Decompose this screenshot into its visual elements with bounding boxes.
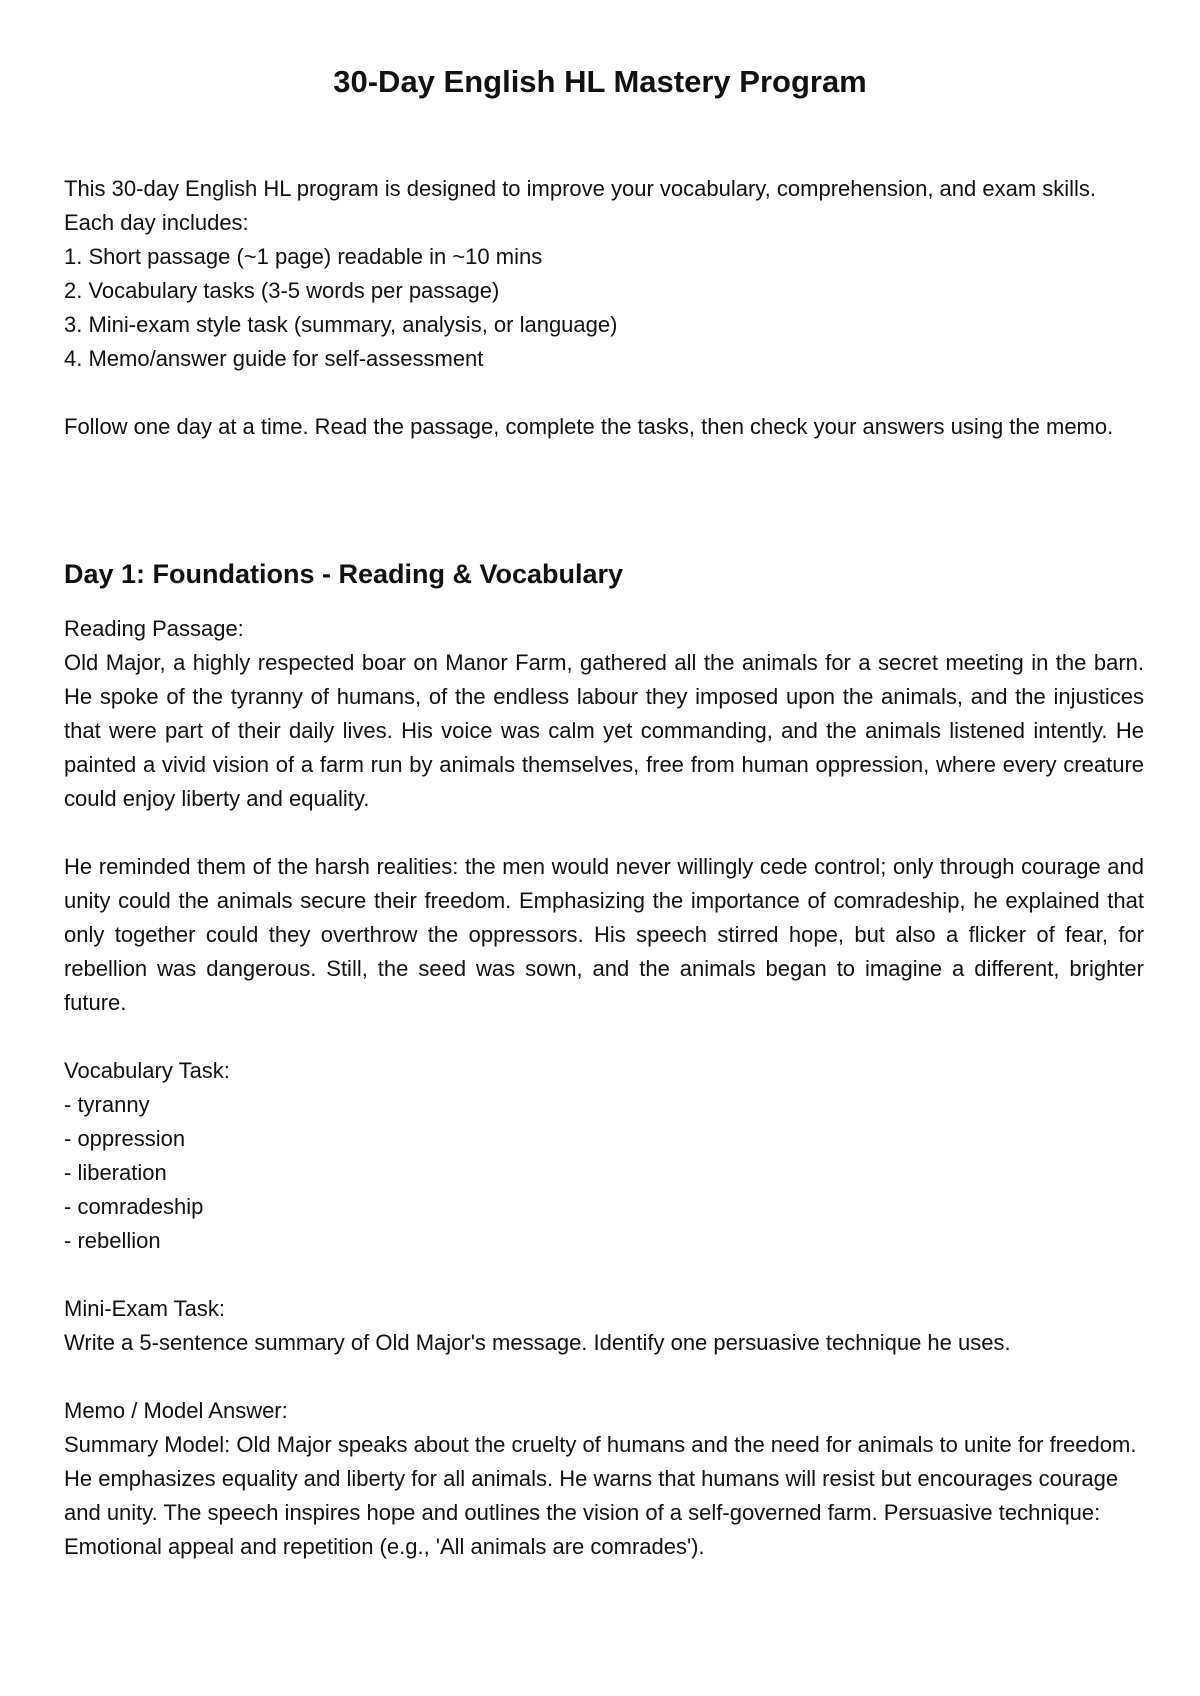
memo-section [64,1394,1144,1564]
memo-label: Memo / Model Answer: [64,1398,288,1423]
vocabulary-task-label: Vocabulary Task: [64,1058,230,1083]
memo-text: Summary Model: Old Major speaks about the cruelty of humans and the need for animals to unite for freedom. He emphasizes equality and liberty for all animals. He warns that humans will resist but encourages courage and unity. The speech inspires hope and outlines the vision of a self-governed farm. Persuasive technique: Emotional appeal and repetition (e.g., 'All animals are comrades'). [64,1432,1137,1559]
list-item: - rebellion [64,1228,161,1253]
list-item: - liberation [64,1160,167,1185]
mini-exam-label: Mini-Exam Task: [64,1296,225,1321]
intro-section [64,172,1144,376]
list-item: - comradeship [64,1194,204,1219]
day1-heading: Day 1: Foundations - Reading & Vocabulary [64,559,624,589]
daily-components-list [64,240,1144,376]
intro-instruction-block [64,410,1144,444]
list-item: - tyranny [64,1092,150,1117]
passage-paragraph-1: Old Major, a highly respected boar on Manor Farm, gathered all the animals for a secret meeting in the barn. He spoke of the tyranny of humans, of the endless labour they imposed upon the animals, and the injustices that were part of their daily lives. His voice was calm yet commanding, and the animals listened intently. He painted a vivid vision of a farm run by animals themselves, free from human oppression, where every creature could enjoy liberty and equality. [64,650,1144,811]
vocabulary-task-section [64,1054,1144,1258]
intro-instruction: Follow one day at a time. Read the passage, complete the tasks, then check your answers using the memo. [64,414,1114,439]
intro-text: This 30-day English HL program is designed to improve your vocabulary, comprehension, and exam skills. Each day includes: [64,176,1097,235]
list-item: 4. Memo/answer guide for self-assessment [64,346,484,371]
list-item: 2. Vocabulary tasks (3-5 words per passage) [64,278,500,303]
list-item: - oppression [64,1126,186,1151]
list-item: 1. Short passage (~1 page) readable in ~10 mins [64,244,543,269]
reading-passage-label: Reading Passage: [64,616,244,641]
mini-exam-section [64,1292,1144,1360]
passage-paragraph-2: He reminded them of the harsh realities: the men would never willingly cede control; only through courage and unity could the animals secure their freedom. Emphasizing the importance of comradeship, he explained that only together could they overthrow the oppressors. His speech stirred hope, but also a flicker of fear, for rebellion was dangerous. Still, the seed was sown, and the animals began to imagine a different, brighter future. [64,854,1144,1015]
mini-exam-text: Write a 5-sentence summary of Old Major's message. Identify one persuasive technique he uses. [64,1330,1011,1355]
vocabulary-list [64,1088,1144,1258]
passage-paragraph-2-block [64,850,1144,1020]
reading-passage-section [64,612,1144,816]
list-item: 3. Mini-exam style task (summary, analysis, or language) [64,312,618,337]
document-title: 30-Day English HL Mastery Program [333,64,867,99]
